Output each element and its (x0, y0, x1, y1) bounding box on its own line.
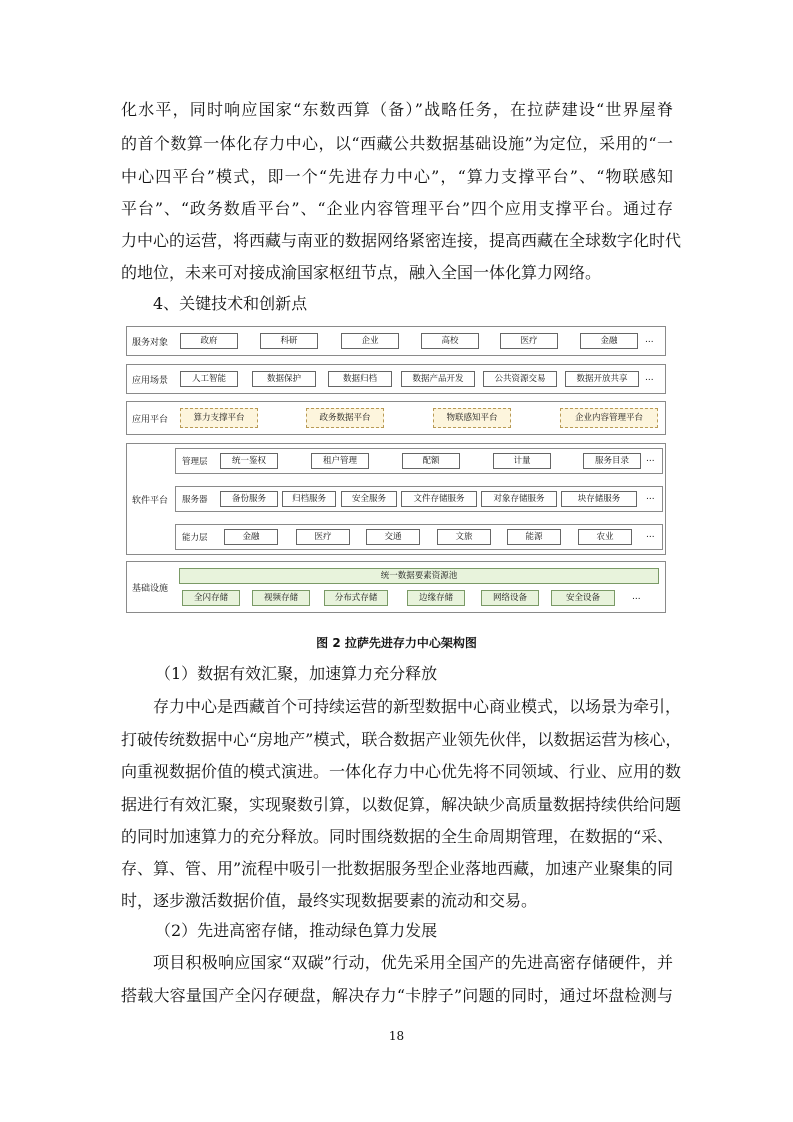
row-label: 软件平台 (132, 496, 169, 506)
management-box: 统一鉴权 (220, 453, 278, 469)
service-objects-row (126, 326, 666, 356)
infrastructure-box: 全闪存储 (182, 590, 240, 606)
ellipsis: ... (645, 373, 654, 383)
ellipsis: ... (646, 492, 655, 502)
architecture-diagram (126, 322, 666, 614)
text-line: 搭载大容量国产全闪存硬盘，解决存力“卡脖子”问题的同时，通过坏盘检测与 (121, 986, 673, 1005)
infrastructure-box: 边缘存储 (407, 590, 465, 606)
server-box: 块存储服务 (561, 491, 637, 507)
capability-box: 文旅 (437, 529, 491, 545)
layer-label: 服务器 (182, 495, 208, 505)
server-box: 文件存储服务 (401, 491, 477, 507)
server-box: 归档服务 (282, 491, 336, 507)
server-layer (175, 486, 663, 512)
app-scenario-box: 人工智能 (180, 371, 238, 387)
server-box: 对象存储服务 (481, 491, 557, 507)
row-label: 应用场景 (132, 376, 169, 386)
capability-box: 医疗 (296, 529, 350, 545)
text-line: 中心四平台”模式，即一个“先进存力中心”，“算力支撑平台”、“物联感知 (121, 167, 673, 186)
capability-box: 农业 (578, 529, 632, 545)
app-scenario-box: 公共资源交易 (483, 371, 557, 387)
infrastructure-box: 分布式存储 (324, 590, 388, 606)
subheading: （1）数据有效汇聚，加速算力充分释放 (155, 664, 438, 683)
layer-label: 管理层 (182, 457, 208, 467)
row-label: 基础设施 (132, 584, 169, 594)
infrastructure-box: 视频存储 (252, 590, 310, 606)
service-object-box: 金融 (580, 333, 638, 349)
text-line: 的同时加速算力的充分释放。同时围绕数据的全生命周期管理，在数据的“采、 (121, 827, 674, 846)
server-box: 安全服务 (341, 491, 397, 507)
management-box: 计量 (493, 453, 551, 469)
infrastructure-box: 安全设备 (551, 590, 615, 606)
section-heading: 4、关键技术和创新点 (153, 294, 308, 313)
server-box: 备份服务 (220, 491, 278, 507)
ellipsis: ... (632, 592, 641, 602)
text-line: 的首个数算一体化存力中心，以“西藏公共数据基础设施”为定位，采用的“一 (121, 134, 673, 153)
capability-box: 能源 (507, 529, 561, 545)
text-line: 存力中心是西藏首个可持续运营的新型数据中心商业模式，以场景为牵引， (153, 697, 682, 716)
subheading: （2）先进高密存储，推动绿色算力发展 (155, 921, 438, 940)
capability-layer (175, 524, 663, 550)
app-scenario-box: 数据归档 (328, 371, 392, 387)
app-platform-box: 企业内容管理平台 (560, 408, 658, 428)
app-platform-box: 物联感知平台 (433, 408, 511, 428)
figure-caption: 图 2 拉萨先进存力中心架构图 (316, 636, 477, 650)
page-number: 18 (388, 1029, 405, 1043)
text-line: 打破传统数据中心“房地产”模式，联合数据产业领先伙伴，以数据运营为核心， (121, 730, 682, 749)
text-line: 力中心的运营，将西藏与南亚的数据网络紧密连接，提高西藏在全球数字化时代 (121, 231, 682, 250)
app-scenario-box: 数据产品开发 (401, 371, 475, 387)
service-object-box: 科研 (260, 333, 318, 349)
management-box: 配额 (402, 453, 460, 469)
infrastructure-section (126, 561, 666, 613)
text-line: 平台”、“政务数盾平台”、“企业内容管理平台”四个应用支撑平台。通过存 (121, 199, 673, 218)
row-label: 服务对象 (132, 338, 169, 348)
service-object-box: 政府 (180, 333, 238, 349)
text-line: 项目积极响应国家“双碳”行动，优先采用全国产的先进高密存储硬件，并 (153, 953, 673, 972)
management-box: 租户管理 (311, 453, 369, 469)
app-platform-box: 政务数据平台 (306, 408, 384, 428)
app-platform-row (126, 401, 666, 435)
service-object-box: 医疗 (500, 333, 558, 349)
app-scenario-box: 数据保护 (252, 371, 316, 387)
capability-box: 交通 (366, 529, 420, 545)
service-object-box: 企业 (341, 333, 399, 349)
app-scenario-box: 数据开放共享 (565, 371, 639, 387)
ellipsis: ... (646, 454, 655, 464)
resource-pool-bar: 统一数据要素资源池 (179, 568, 659, 584)
app-platform-box: 算力支撑平台 (180, 408, 258, 428)
text-line: 的地位，未来可对接成渝国家枢纽节点，融入全国一体化算力网络。 (121, 263, 602, 282)
management-layer (175, 448, 663, 474)
text-line: 存、算、管、用”流程中吸引一批数据服务型企业落地西藏，加速产业聚集的同 (121, 859, 674, 878)
text-line: 据进行有效汇聚，实现聚数引算，以数促算，解决缺少高质量数据持续供给问题 (121, 795, 682, 814)
row-label: 应用平台 (132, 415, 169, 425)
software-platform-section (126, 443, 666, 555)
capability-box: 金融 (224, 529, 278, 545)
service-object-box: 高校 (421, 333, 479, 349)
text-line: 时，逐步激活数据价值，最终实现数据要素的流动和交易。 (121, 891, 538, 910)
text-line: 化水平，同时响应国家“东数西算（备）”战略任务，在拉萨建设“世界屋脊 (121, 100, 673, 119)
app-scenarios-row (126, 364, 666, 394)
layer-label: 能力层 (182, 533, 208, 543)
management-box: 服务目录 (583, 453, 641, 469)
ellipsis: ... (646, 530, 655, 540)
ellipsis: ... (645, 335, 654, 345)
infrastructure-box: 网络设备 (481, 590, 539, 606)
text-line: 向重视数据价值的模式演进。一体化存力中心优先将不同领域、行业、应用的数 (121, 762, 682, 781)
